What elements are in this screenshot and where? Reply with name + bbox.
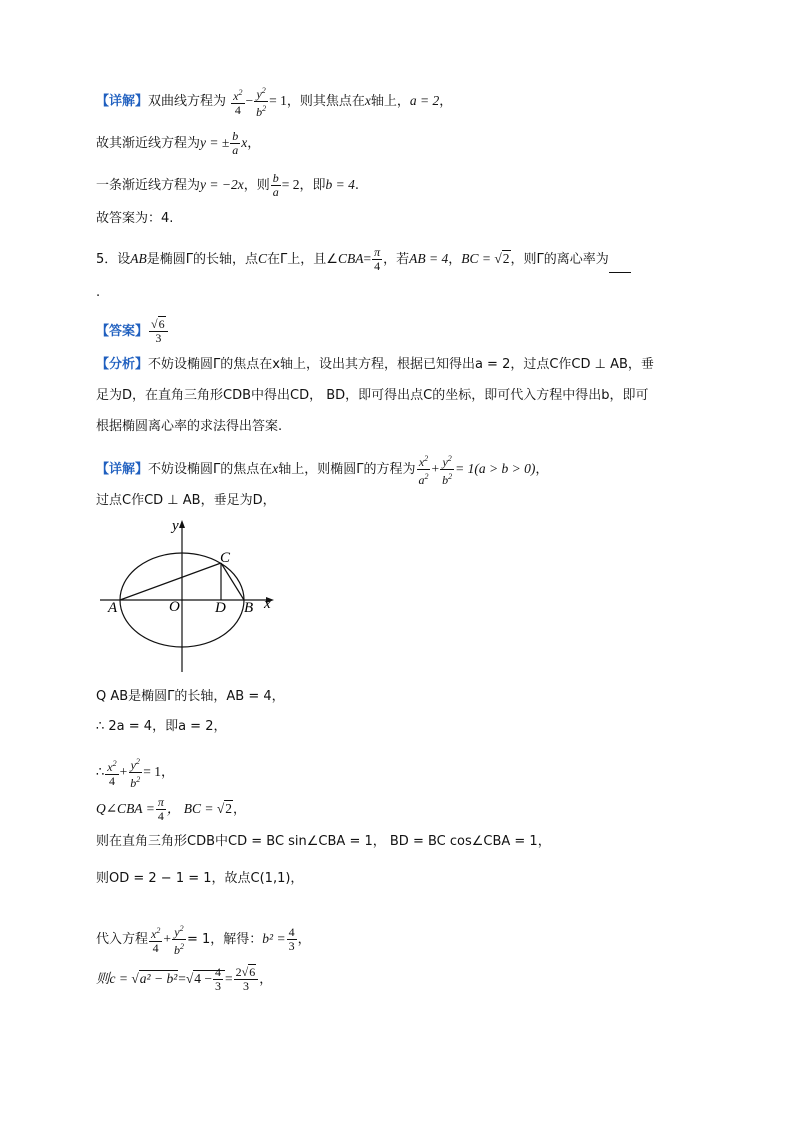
question-5-period: . (96, 285, 101, 300)
question-5: 5．设AB是椭圆Γ的长轴，点C在Γ上，且∠CBA= $\frac{\pi}{4}$ ，若AB = 4，BC = √2，则Γ的离心率为 (96, 246, 631, 273)
analysis-line-1: 【分析】不妨设椭圆Γ的焦点在x轴上，设出其方程，根据已知得出a = 2，过点C作CD ⊥ AB，垂 (96, 357, 654, 372)
label-C: C (220, 550, 231, 566)
answer-blank (609, 260, 631, 273)
step-5: 则在直角三角形CDB中CD = BC sin∠CBA = 1， BD = BC cos∠CBA = 1， (96, 834, 551, 849)
fraction-x2-over-4: $\frac{x^2}{4}$ (233, 88, 243, 117)
fraction-b-over-a: $\frac{b}{a}$ (232, 129, 239, 157)
answer-line: 【答案】 $\frac{√6}{3}$ (96, 318, 169, 345)
ellipse-figure (96, 516, 296, 676)
step-3: ∴ $\frac{x^2}{4}$ + $\frac{y^2}{b^2}$ = 1， (96, 757, 175, 790)
detail-tag: 【详解】 (96, 94, 149, 109)
answer-summary-line: 故答案为：4. (96, 211, 174, 226)
fraction-b-over-a-2: $\frac{b}{a}$ (272, 171, 279, 199)
analysis-line-2: 足为D，在直角三角形CDB中得出CD， BD，即可得出点C的坐标，即可代入方程中得出b，即可 (96, 388, 649, 403)
label-x: x (264, 596, 271, 612)
label-y: y (172, 518, 179, 534)
perpendicular-line: 过点C作CD ⊥ AB，垂足为D， (96, 493, 276, 508)
step-1: Q AB是椭圆Γ的长轴，AB = 4， (96, 689, 285, 704)
fraction-pi-over-4: $\frac{\pi}{4}$ (374, 245, 381, 273)
analysis-line-3: 根据椭圆离心率的求法得出答案. (96, 419, 283, 434)
label-O: O (169, 599, 180, 615)
detail-line-3: 一条渐近线方程为y = −2x，则 $\frac{b}{a}$ = 2，即b = 4. (96, 171, 360, 199)
answer-fraction: $\frac{√6}{3}$ (149, 318, 168, 345)
detail2-line: 【详解】不妨设椭圆Γ的焦点在x轴上，则椭圆Γ的方程为 $\frac{x^2}{a^2}$ + $\frac{y^2}{b^2}$ = 1(a > b > 0)， (96, 454, 549, 487)
fraction-y2-over-b2: $\frac{y^2}{b^2}$ (256, 86, 267, 119)
step-7: 代入方程 $\frac{x^2}{4}$ + $\frac{y^2}{b^2}$ = 1，解得：b² = $\frac{4}{3}$ ， (96, 924, 311, 957)
detail-line-2: 故其渐近线方程为y = ± $\frac{b}{a}$ x， (96, 129, 261, 157)
step-6: 则OD = 2 − 1 = 1，故点C(1,1)， (96, 871, 304, 886)
detail-line-1: 【详解】双曲线方程为 $\frac{x^2}{4}$ − $\frac{y^2}{b^2}$ = 1，则其焦点在x轴上，a = 2， (96, 86, 453, 119)
label-A: A (108, 600, 118, 616)
step-8: 则c = √a² − b²=√4 − $\frac{4}{3}$ = $\frac{2√6}{3}$ ， (96, 965, 273, 994)
step-4: Q∠CBA = $\frac{\pi}{4}$ ， BC = √2， (96, 795, 247, 823)
step-2: ∴ 2a = 4，即a = 2， (96, 719, 227, 734)
label-D: D (215, 600, 226, 616)
label-B: B (244, 600, 254, 616)
